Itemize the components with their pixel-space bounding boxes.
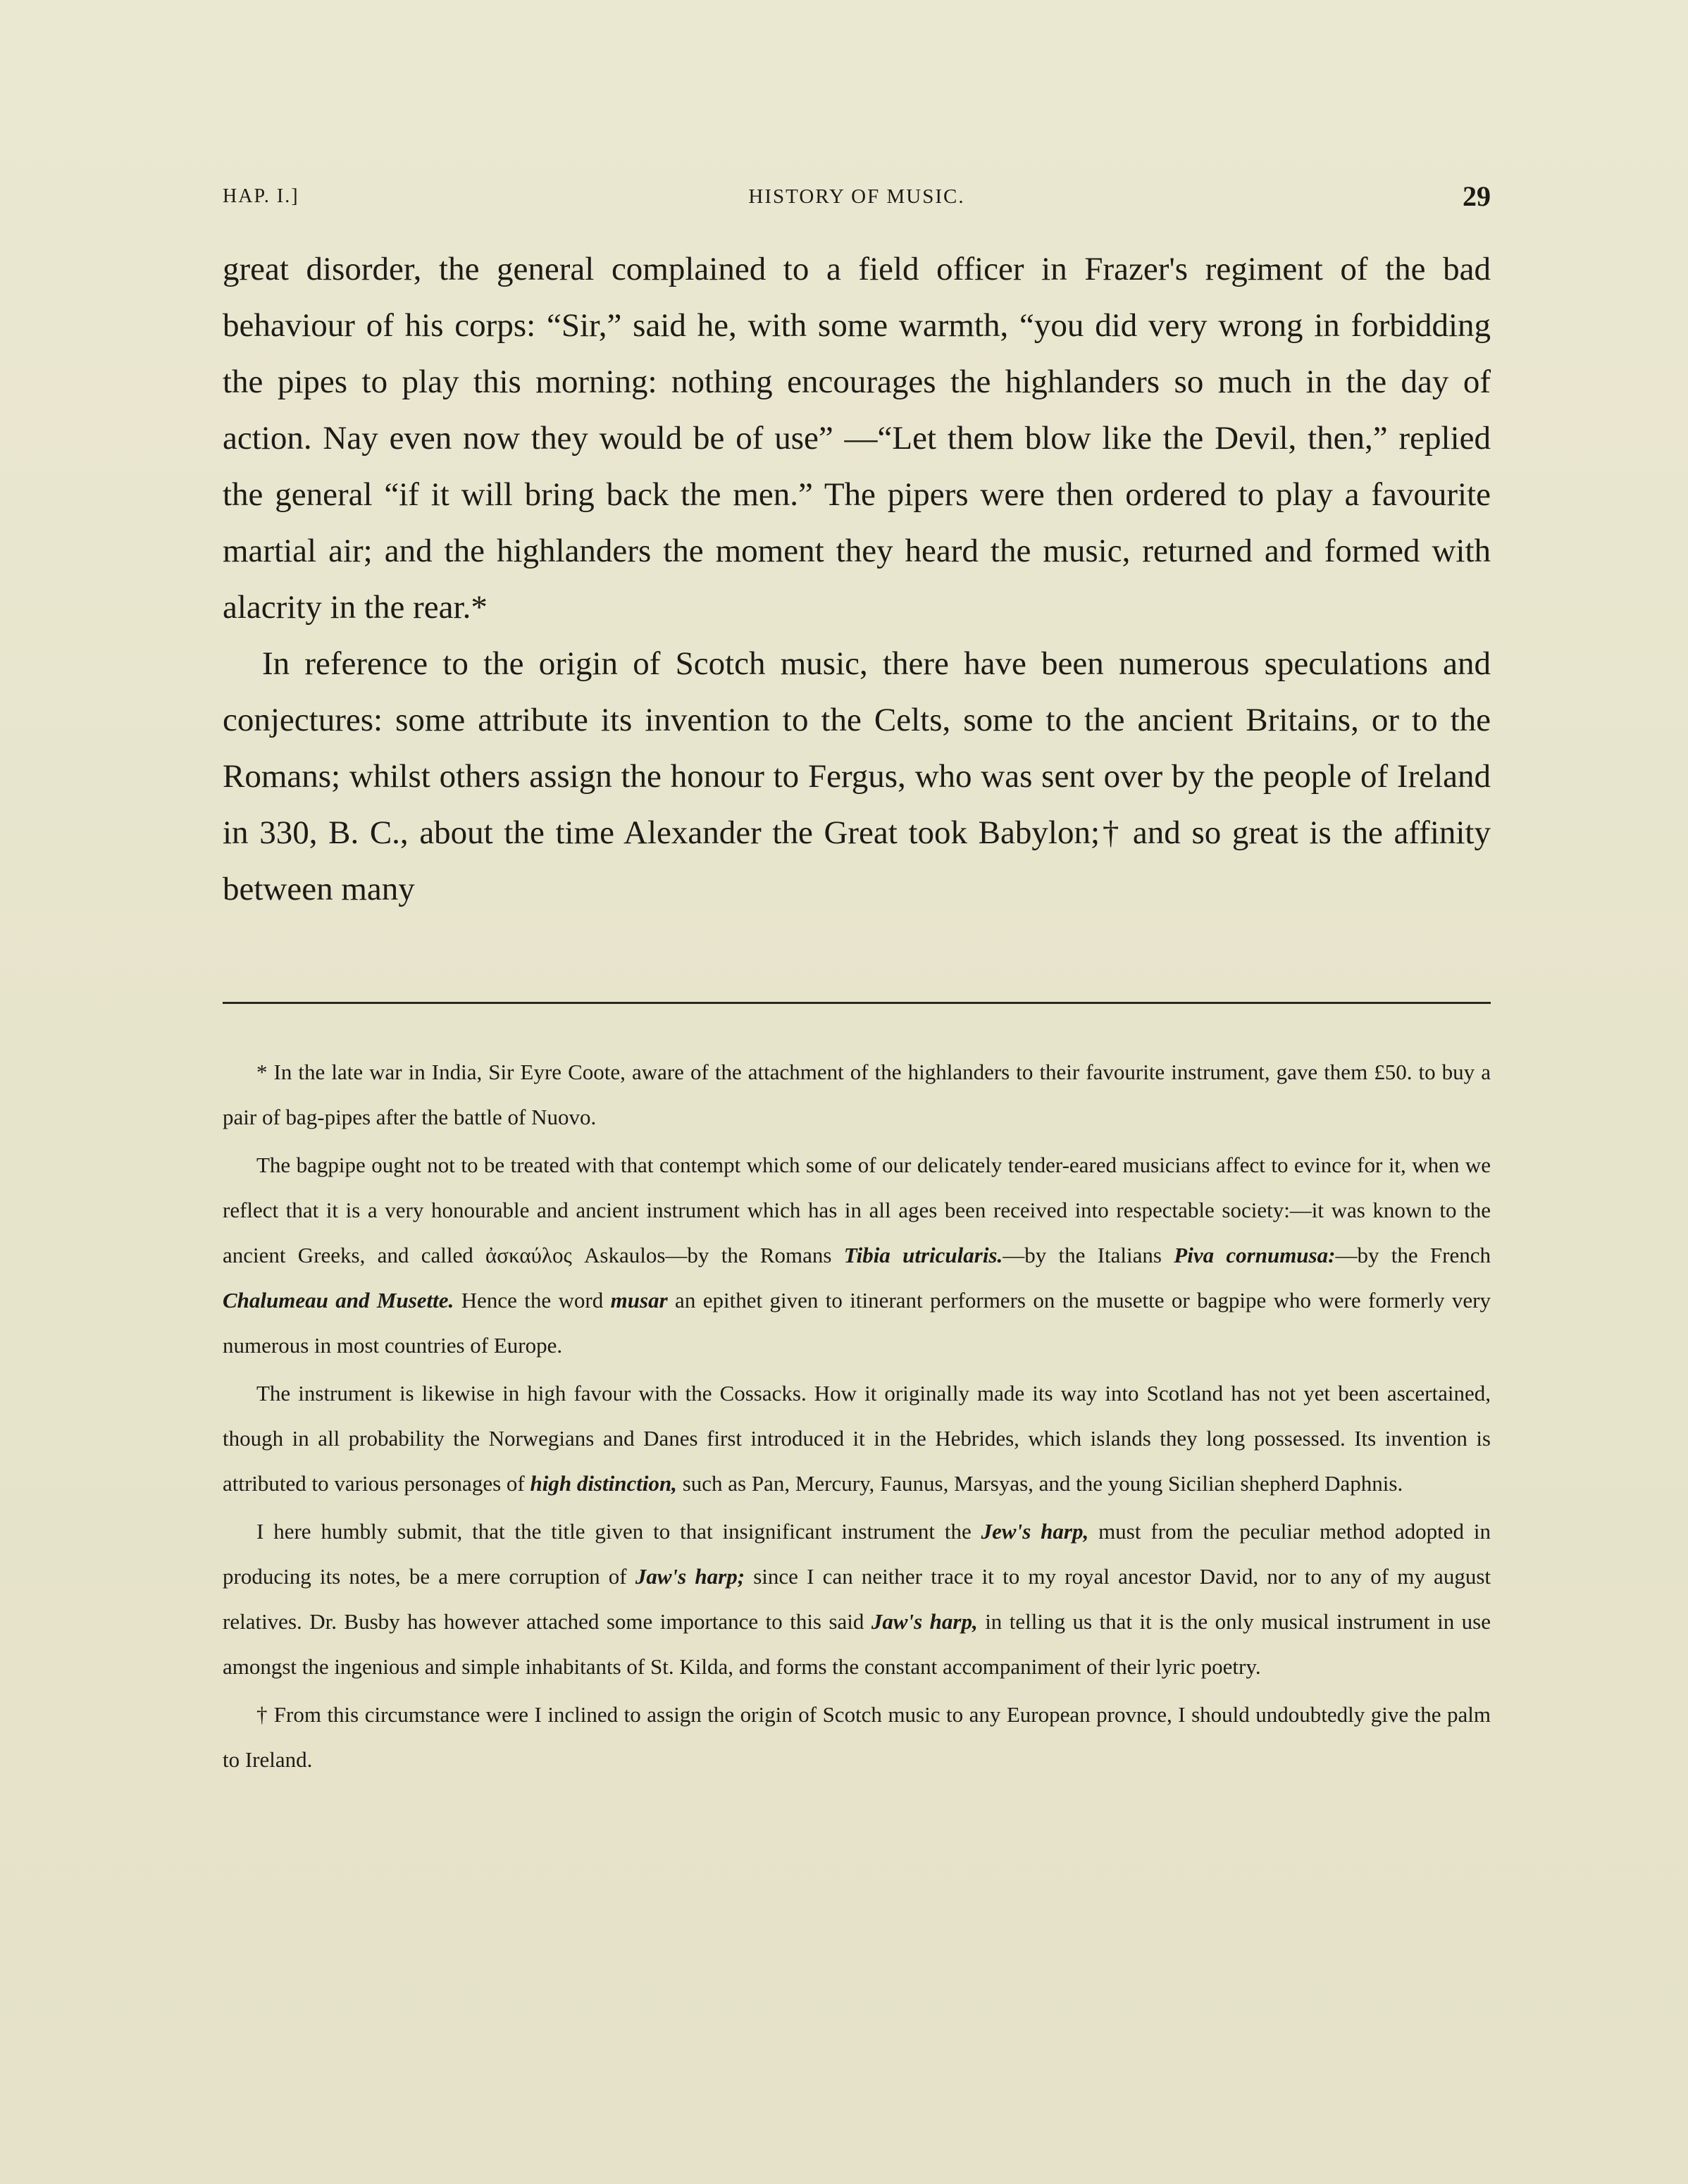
italic-term: Jaw's harp; [635, 1564, 745, 1589]
paragraph-1: great disorder, the general complained to a field officer in Frazer's regiment of the bad behaviour of his corps: “Sir,” said he, with some warmth, “you did very wrong in forbidding the pipes to play this morning: nothing encourages the highlanders so much in the day of action. Nay even now they would be of use” —“Let them blow like the Devil, then,” replied the general “if it will bring back the men.” The pipers were then ordered to play a favourite martial air; and the highlanders the moment they heard the music, returned and formed with alacrity in the rear.* [223, 251, 1491, 626]
footnote-4 [223, 1509, 1491, 1689]
italic-term: Tibia utricularis. [843, 1243, 1003, 1267]
paragraph-2: In reference to the origin of Scotch music, there have been numerous speculations and conjectures: some attribute its invention to the Celts, some to the ancient Britains, or to the Romans; whilst others assign the honour to Fergus, who was sent over by the people of Ireland in 330, B. C., about the time Alexander the Great took Babylon;† and so great is the affinity between many [223, 645, 1491, 907]
footnote-text: must from the peculiar method adopted in producing its notes, be a mere corruption of [223, 1519, 1491, 1589]
footnote-2 [223, 1143, 1491, 1368]
footnote-text: an epithet given to itinerant performers on the musette or bagpipe who were formerly very numerous in most countries of Europe. [223, 1288, 1491, 1358]
footnote-5: † From this circumstance were I inclined to assign the origin of Scotch music to any European provnce, I should undoubtedly give the palm to Ireland. [223, 1702, 1491, 1772]
footnote-text: Askaulos—by the Romans [571, 1243, 844, 1267]
italic-term: Chalumeau and Musette. [223, 1288, 454, 1313]
footnote-1: * In the late war in India, Sir Eyre Coote, aware of the attachment of the highlanders to their favourite instrument, gave them £50. to buy a pair of bag-pipes after the battle of Nuovo. [223, 1060, 1491, 1129]
italic-term: Piva cornumusa: [1174, 1243, 1336, 1267]
footnote-3 [223, 1371, 1491, 1506]
footnote-text: in telling us that it is the only musical instrument in use amongst the ingenious and simple inhabitants of St. Kilda, and forms the constant accompaniment of their lyric poetry. [223, 1609, 1491, 1679]
footnote-text: The instrument is likewise in high favour with the Cossacks. How it originally made its way into Scotland has not yet been ascertained, though in all probability the Norwegians and Danes first introduced it in the Hebrides, which islands they long possessed. Its invention is attributed to various personages of [223, 1381, 1491, 1496]
footnotes [223, 1050, 1491, 1785]
footnote-divider [223, 1002, 1491, 1004]
footnote-text: Hence the word [454, 1288, 611, 1313]
footnote-text: —by the French [1335, 1243, 1491, 1267]
italic-term: musar [610, 1288, 668, 1313]
main-text [223, 241, 1491, 917]
footnote-text: since I can neither trace it to my royal ancestor David, nor to any of my august relatives. Dr. Busby has however attached some importance to this said [223, 1564, 1491, 1634]
italic-term: Jaw's harp, [871, 1609, 978, 1634]
greek-term: ἀσκαύλος [485, 1243, 572, 1267]
footnote-text: such as Pan, Mercury, Faunus, Marsyas, and the young Sicilian shepherd Daphnis. [676, 1471, 1403, 1496]
running-title: HISTORY OF MUSIC. [748, 185, 965, 208]
footnote-text: I here humbly submit, that the title given to that insignificant instrument the [256, 1519, 981, 1544]
italic-term: high distinction, [530, 1471, 677, 1496]
running-header [223, 180, 1491, 222]
footnote-text: —by the Italians [1003, 1243, 1174, 1267]
footnote-text: The bagpipe ought not to be treated with that contempt which some of our delicately tender-eared musicians affect to evince for it, when we reflect that it is a very honourable and ancient instrument which has in all ages been received into respectable society:—it was known to the ancient Greeks, and called [223, 1153, 1491, 1267]
page-number: 29 [1463, 180, 1491, 212]
chapter-label: HAP. I.] [223, 185, 299, 207]
italic-term: Jew's harp, [981, 1519, 1089, 1544]
